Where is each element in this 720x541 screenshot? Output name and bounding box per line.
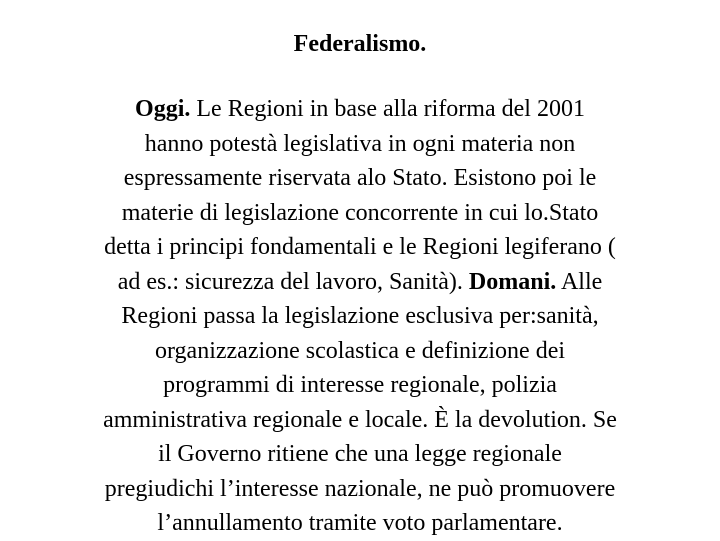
line1-text: Le Regioni in base alla riforma del 2001 bbox=[190, 96, 585, 122]
text-line-5: detta i principi fondamentali e le Regioni legiferano ( bbox=[104, 234, 616, 260]
slide-title: Federalismo. bbox=[293, 31, 427, 57]
line6-text-after: Alle bbox=[556, 268, 603, 295]
text-line-13: l’annullamento tramite voto parlamentare. bbox=[157, 510, 563, 536]
text-line-9: programmi di interesse regionale, polizia bbox=[163, 372, 557, 398]
body-paragraph bbox=[40, 92, 680, 541]
text-line-7: Regioni passa la legislazione esclusiva per:sanità, bbox=[121, 303, 599, 329]
text-line-6 bbox=[40, 265, 680, 300]
text-line-2: hanno potestà legislativa in ogni materia non bbox=[144, 130, 576, 157]
domani-label: Domani. bbox=[468, 268, 557, 295]
text-line-8: organizzazione scolastica e definizione dei bbox=[154, 337, 566, 364]
line6-text-before: ad es.: sicurezza del lavoro, Sanità). bbox=[117, 268, 469, 295]
oggi-label: Oggi. bbox=[135, 96, 191, 122]
text-line-4: materie di legislazione concorrente in cui lo.Stato bbox=[121, 199, 599, 226]
text-line-1 bbox=[40, 92, 680, 127]
text-line-10: amministrativa regionale e locale. È la devolution. Se bbox=[103, 406, 617, 433]
text-line-12: pregiudichi l’interesse nazionale, ne può promuovere bbox=[104, 475, 616, 502]
text-line-3: espressamente riservata alo Stato. Esistono poi le bbox=[123, 165, 597, 191]
text-line-11: il Governo ritiene che una legge regionale bbox=[158, 441, 562, 467]
